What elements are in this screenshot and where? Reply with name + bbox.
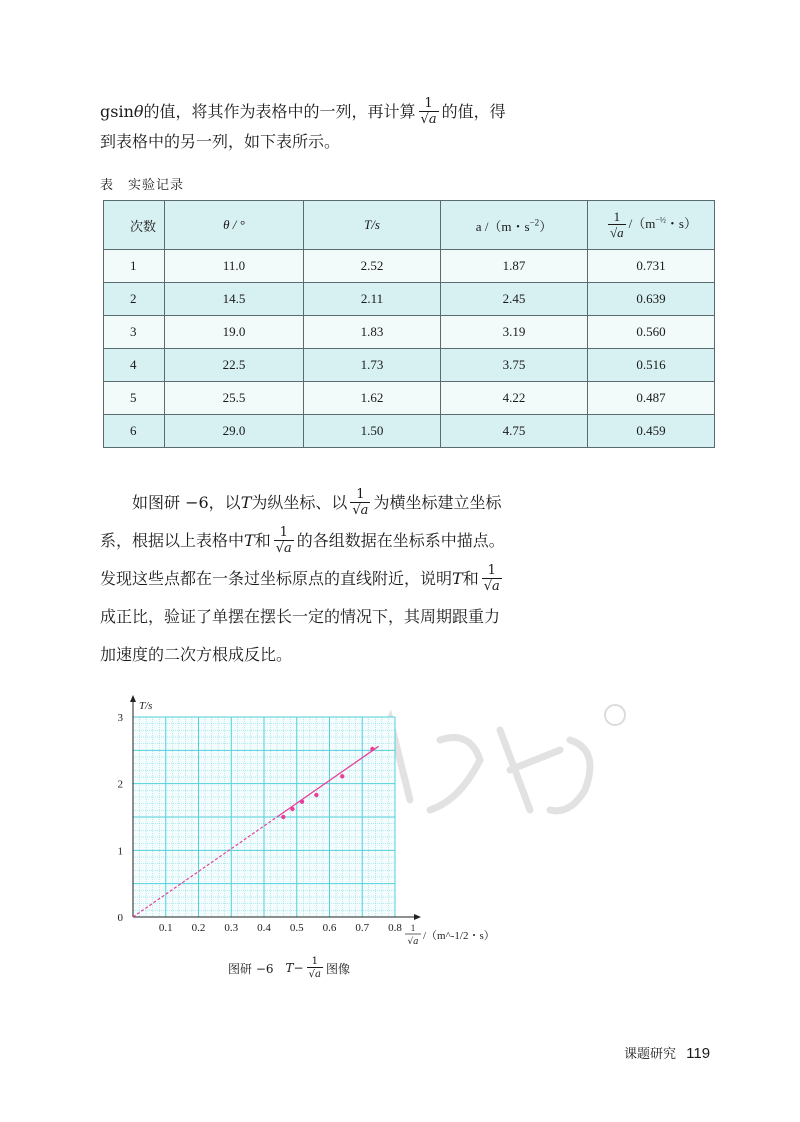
x-tick-label: 0.5 <box>289 922 304 934</box>
body-line-4: 成正比，验证了单摆在摆长一定的情况下，其周期跟重力 <box>100 607 501 626</box>
body-paragraph <box>100 484 620 674</box>
intro-paragraph <box>100 94 620 154</box>
y-tick-label: 0 <box>117 912 123 924</box>
x-axis-label-numerator: 1 <box>410 923 416 933</box>
y-tick-label: 3 <box>117 712 123 724</box>
y-tick-label: 1 <box>117 845 123 858</box>
T-vs-inverse-sqrt-a-chart <box>110 690 510 950</box>
table-row: 3 19.0 1.83 3.19 0.560 <box>104 316 715 349</box>
x-tick-label: 0.1 <box>158 922 173 934</box>
data-point <box>290 807 294 811</box>
x-tick-label: 0.7 <box>355 922 370 934</box>
y-axis-arrow <box>130 695 136 702</box>
data-point <box>314 793 318 797</box>
header-inverse-sqrt-a: 1 √ a $/(m^{-\frac{1}{2}}$・s） <box>588 201 715 250</box>
x-tick-label: 0.3 <box>224 922 239 934</box>
chart-grid <box>133 717 395 917</box>
x-axis-label-denominator: √a <box>407 937 419 947</box>
intro-line-1: gsin θ 的值，将其作为表格中的一列，再计算 1 √ a 的值，得 <box>100 94 620 130</box>
data-point <box>340 774 344 778</box>
header-acceleration: a /（m・$s^{-2}$） <box>441 201 588 250</box>
table-row: 5 25.5 1.62 4.22 0.487 <box>104 382 715 415</box>
x-tick-label: 0.4 <box>257 922 271 934</box>
figure-caption: 图研 −6 T − 1 √ a 图像 <box>228 956 350 980</box>
x-tick-label: 0.6 <box>322 922 337 934</box>
body-line-5: 加速度的二次方根成反比。 <box>100 645 293 664</box>
experiment-record-table <box>103 200 715 448</box>
x-axis-label: /（m^-1/2・s） <box>423 930 495 942</box>
intro-line-2: 到表格中的另一列，如下表所示。 <box>100 132 341 151</box>
x-axis-arrow <box>414 914 421 920</box>
inverse-sqrt-a-fraction: 1 √ a <box>419 97 439 127</box>
data-point <box>281 815 285 819</box>
body-line-3: 发现这些点都在一条过坐标原点的直线附近，说明 T 和 1 √ a <box>100 560 620 598</box>
table-row: 6 29.0 1.50 4.75 0.459 <box>104 415 715 448</box>
page-number: 119 <box>686 1045 711 1062</box>
table-row: 4 22.5 1.73 3.75 0.516 <box>104 349 715 382</box>
table-caption: 表 实验记录 <box>100 178 185 193</box>
table-row: 2 14.5 2.11 2.45 0.639 <box>104 283 715 316</box>
y-axis-label: T/s <box>139 700 153 712</box>
header-count: 次数 <box>104 201 165 250</box>
page-footer <box>624 1043 710 1062</box>
body-line-1: 如图研 −6，以 T 为纵坐标、以 1 √ a 为横坐标建立坐标 <box>100 484 620 522</box>
data-point <box>370 747 374 751</box>
table-row: 1 11.0 2.52 1.87 0.731 <box>104 250 715 283</box>
header-period: T/s <box>304 201 441 250</box>
section-label: 课题研究 <box>624 1047 677 1062</box>
x-tick-label: 0.2 <box>191 922 206 934</box>
body-line-2: 系，根据以上表格中 T 和 1 √ a 的各组数据在坐标系中描点。 <box>100 522 620 560</box>
header-theta: θ / ° <box>165 201 304 250</box>
table-header-row <box>104 201 715 250</box>
y-tick-label: 2 <box>117 778 123 791</box>
x-tick-label: 0.8 <box>388 922 402 934</box>
data-point <box>300 799 304 803</box>
